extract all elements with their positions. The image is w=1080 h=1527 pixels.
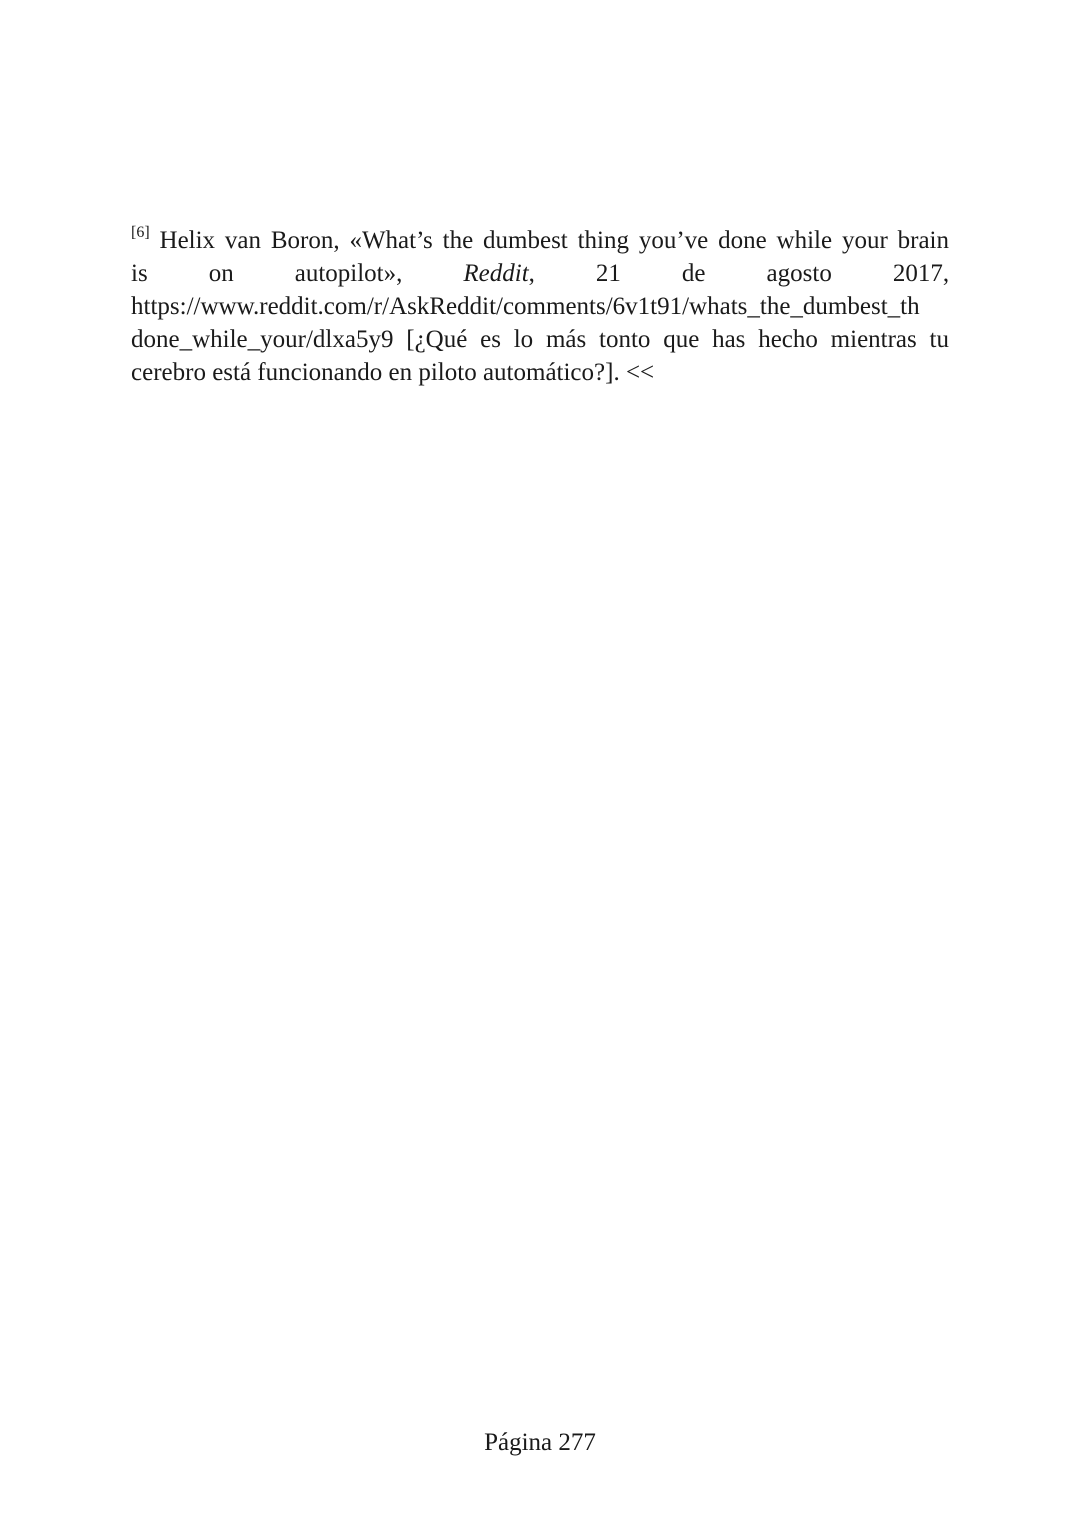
source-name-italic: Reddit <box>463 260 529 287</box>
footnote-word: 21 <box>595 260 621 287</box>
source-comma: , <box>528 260 535 287</box>
footnote-line-2 <box>131 257 949 290</box>
footnote-line-1-text: Helix van Boron, «What’s the dumbest thing you’ve done while your brain <box>159 227 949 254</box>
footnote-word: agosto <box>766 260 832 287</box>
footnote-line-1 <box>131 224 949 257</box>
footnote-url[interactable]: https://www.reddit.com/r/AskReddit/comments/6v1t91/whats_the_dumbest_th <box>131 293 920 320</box>
footnote-source-title <box>463 260 535 287</box>
footnote-word: is <box>131 260 148 287</box>
footnote <box>131 224 949 389</box>
footnote-word: autopilot», <box>294 260 403 287</box>
footnote-line-4: done_while_your/dlxa5y9 [¿Qué es lo más tonto que has hecho mientras tu <box>131 326 949 353</box>
footnote-word: 2017, <box>892 260 949 287</box>
footnote-line-5 <box>131 356 949 389</box>
back-to-text-link[interactable]: << <box>625 359 655 386</box>
footnote-line-5-text: cerebro está funcionando en piloto automático?]. <box>131 359 620 386</box>
footnote-reference-number[interactable]: [6] <box>131 224 150 241</box>
page-number: Página 277 <box>484 1429 596 1456</box>
footnote-word: de <box>681 260 706 287</box>
footnote-word: on <box>208 260 234 287</box>
